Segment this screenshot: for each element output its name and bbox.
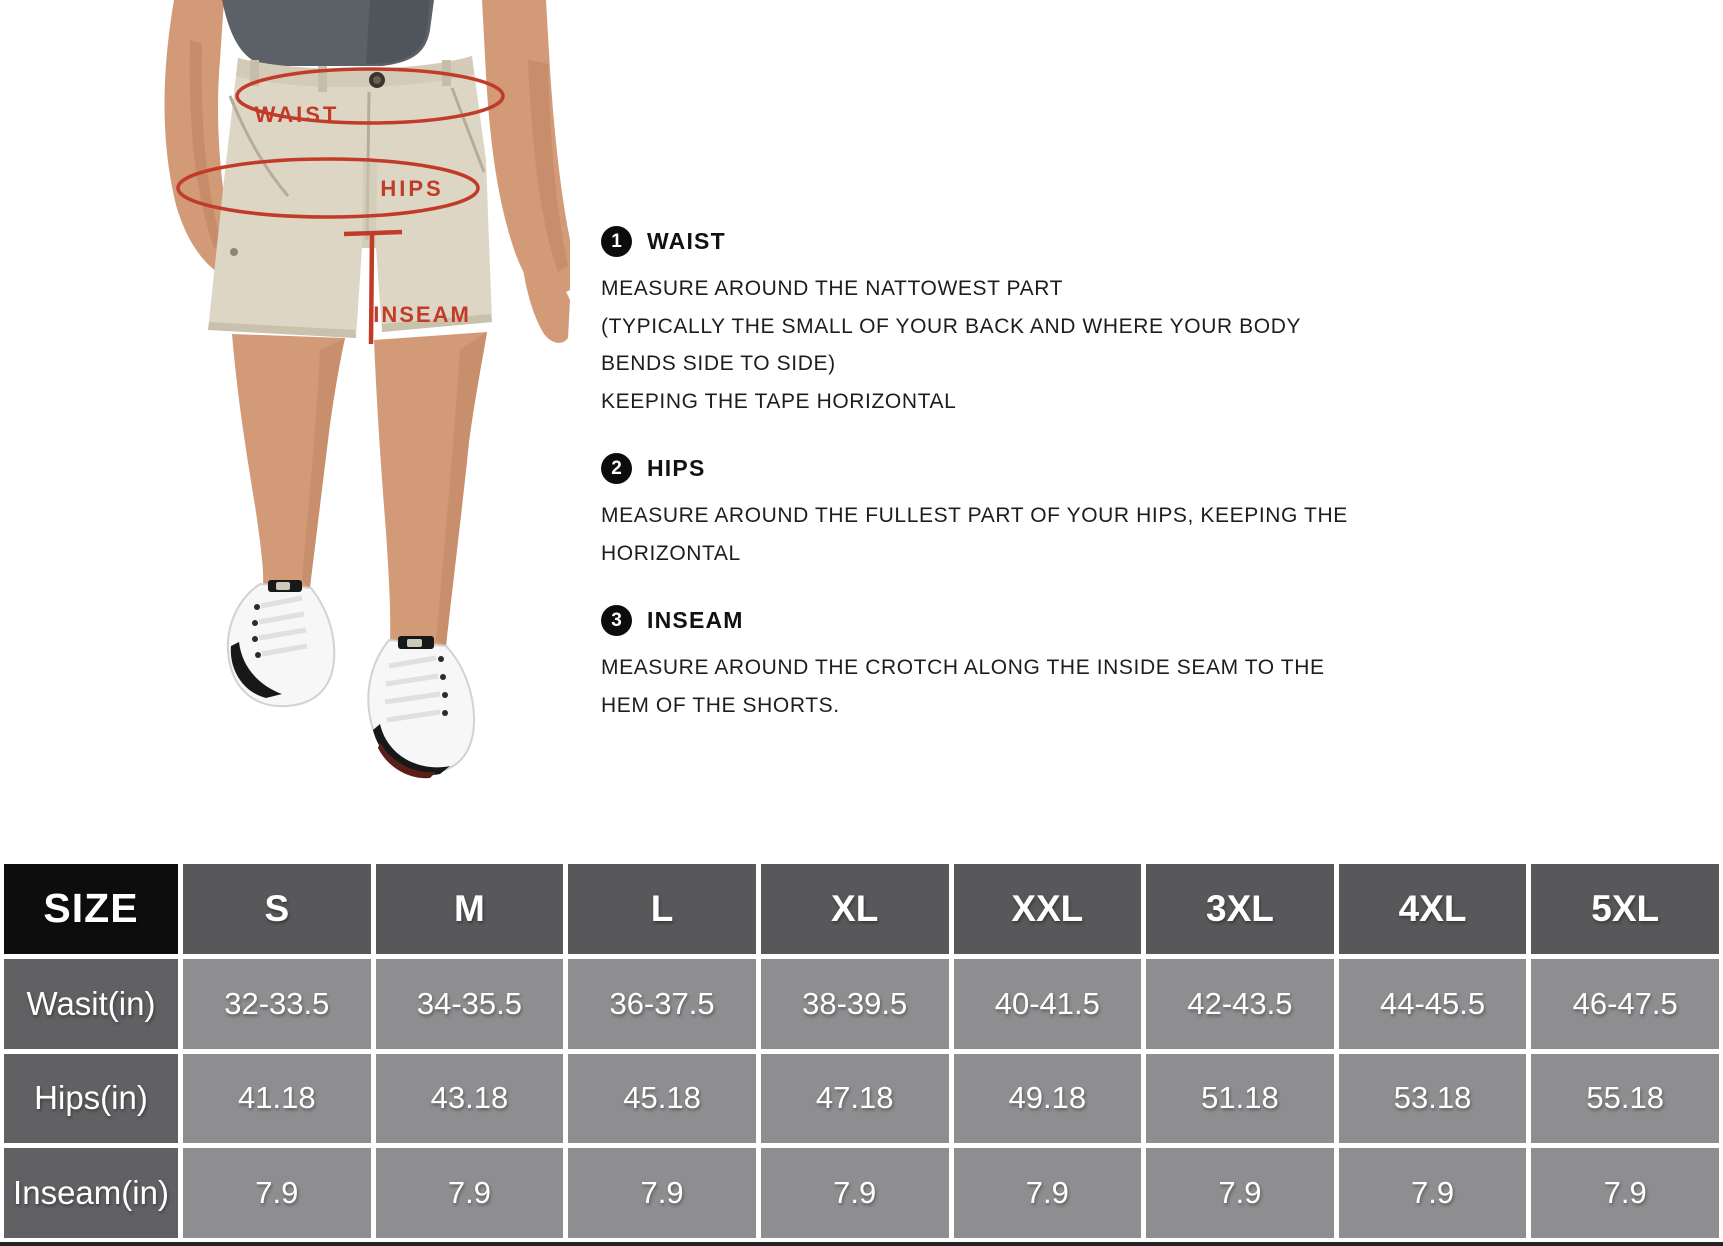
guide-title-waist: WAIST <box>647 228 726 254</box>
inseam-value-cell: 7.9 <box>183 1148 371 1238</box>
hips-value-cell: 45.18 <box>568 1054 756 1144</box>
row-label-hips: Hips(in) <box>4 1054 178 1144</box>
size-chart-table <box>0 860 1723 1242</box>
guide-title-inseam: INSEAM <box>647 607 744 633</box>
size-header-5xl: 5XL <box>1531 864 1719 954</box>
guide-text-line: MEASURE AROUND THE FULLEST PART OF YOUR HIPS, KEEPING THE <box>601 504 1348 527</box>
hips-annotation-label: HIPS <box>380 176 444 201</box>
step-3-badge: 3 <box>601 605 632 636</box>
inseam-value-cell: 7.9 <box>1146 1148 1334 1238</box>
waist-annotation-label: WAIST <box>254 102 340 127</box>
hips-value-cell: 41.18 <box>183 1054 371 1144</box>
guide-title-hips: HIPS <box>647 455 706 481</box>
waist-value-cell: 40-41.5 <box>954 959 1142 1049</box>
waist-value-cell: 42-43.5 <box>1146 959 1334 1049</box>
guide-text-line: HORIZONTAL <box>601 541 741 565</box>
left-shoe <box>228 580 334 706</box>
hips-value-cell: 43.18 <box>376 1054 564 1144</box>
size-header-4xl: 4XL <box>1339 864 1527 954</box>
guide-text-line: MEASURE AROUND THE NATTOWEST PART <box>601 277 1064 300</box>
measurement-guide <box>601 226 1391 757</box>
waist-value-cell: 34-35.5 <box>376 959 564 1049</box>
guide-text-line: KEEPING THE TAPE HORIZONTAL <box>601 389 957 413</box>
waist-value-cell: 38-39.5 <box>761 959 949 1049</box>
inseam-value-cell: 7.9 <box>954 1148 1142 1238</box>
hips-value-cell: 53.18 <box>1339 1054 1527 1144</box>
guide-section-inseam <box>601 605 1391 724</box>
size-header-xl: XL <box>761 864 949 954</box>
guide-section-waist <box>601 226 1391 420</box>
size-header-m: M <box>376 864 564 954</box>
size-header-3xl: 3XL <box>1146 864 1334 954</box>
hips-value-cell: 47.18 <box>761 1054 949 1144</box>
guide-section-hips <box>601 453 1391 572</box>
right-shoe <box>368 636 474 778</box>
inseam-value-cell: 7.9 <box>1339 1148 1527 1238</box>
hips-value-cell: 49.18 <box>954 1054 1142 1144</box>
size-header-l: L <box>568 864 756 954</box>
guide-text-line: HEM OF THE SHORTS. <box>601 693 840 717</box>
guide-text-line: MEASURE AROUND THE CROTCH ALONG THE INSIDE SEAM TO THE <box>601 656 1325 679</box>
step-2-badge: 2 <box>601 453 632 484</box>
inseam-annotation-label: INSEAM <box>373 302 471 327</box>
hips-value-cell: 51.18 <box>1146 1054 1334 1144</box>
size-chart-corner-cell: SIZE <box>4 864 178 954</box>
waist-value-cell: 44-45.5 <box>1339 959 1527 1049</box>
table-bottom-edge <box>0 1242 1723 1246</box>
step-1-badge: 1 <box>601 226 632 257</box>
inseam-value-cell: 7.9 <box>376 1148 564 1238</box>
zip-pull <box>230 248 238 256</box>
guide-text-line: BENDS SIDE TO SIDE) <box>601 352 836 375</box>
inseam-value-cell: 7.9 <box>761 1148 949 1238</box>
guide-text-line: (TYPICALLY THE SMALL OF YOUR BACK AND WHERE YOUR BODY <box>601 314 1302 338</box>
size-header-s: S <box>183 864 371 954</box>
hips-value-cell: 55.18 <box>1531 1054 1719 1144</box>
model-shorts <box>208 56 492 338</box>
size-header-xxl: XXL <box>954 864 1142 954</box>
waist-value-cell: 46-47.5 <box>1531 959 1719 1049</box>
row-label-inseam: Inseam(in) <box>4 1148 178 1238</box>
row-label-waist: Wasit(in) <box>4 959 178 1049</box>
waist-value-cell: 32-33.5 <box>183 959 371 1049</box>
model-photo <box>130 0 570 790</box>
inseam-value-cell: 7.9 <box>568 1148 756 1238</box>
waist-value-cell: 36-37.5 <box>568 959 756 1049</box>
inseam-value-cell: 7.9 <box>1531 1148 1719 1238</box>
